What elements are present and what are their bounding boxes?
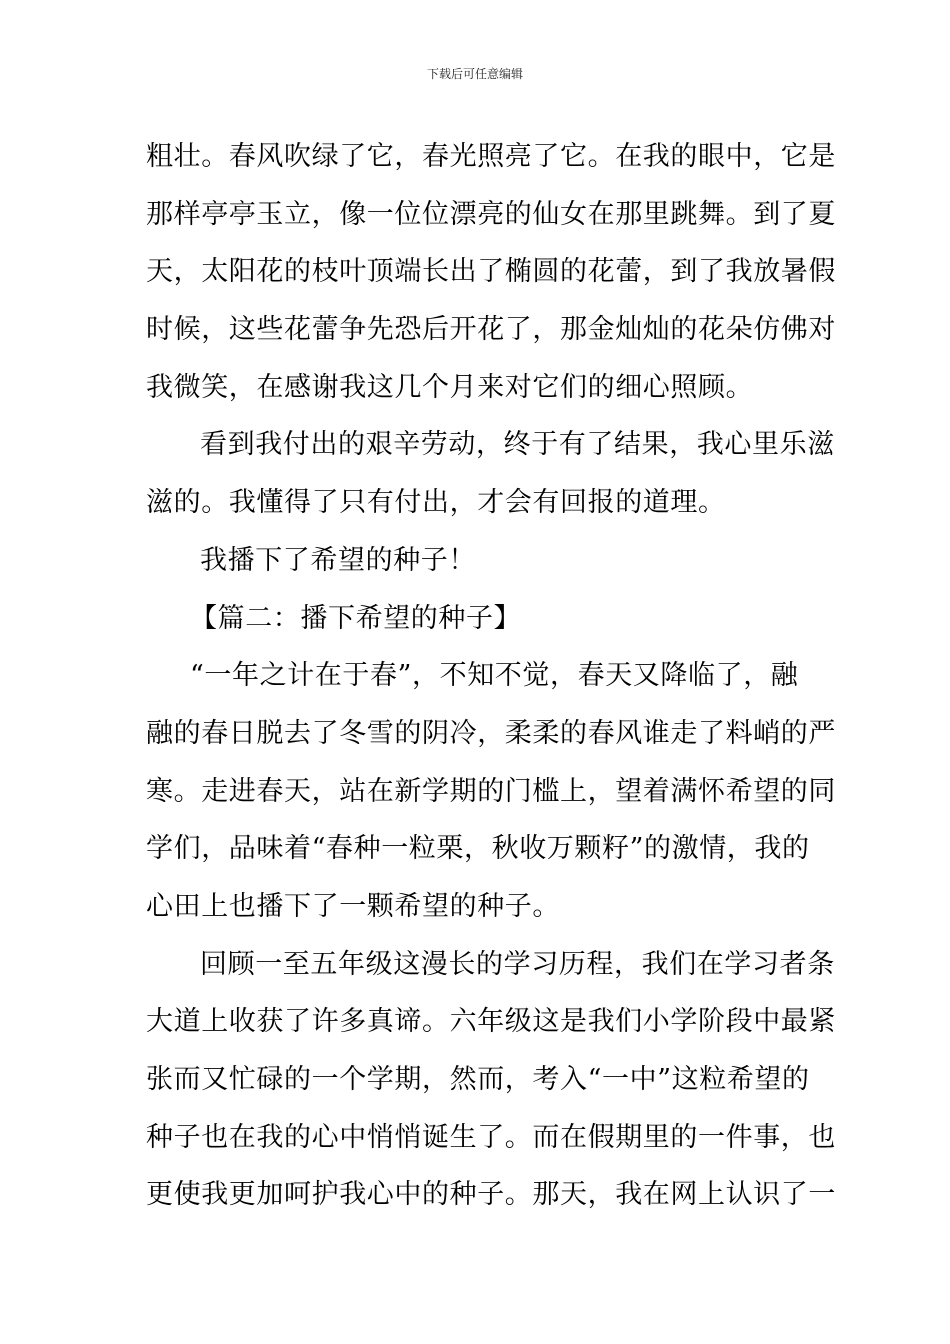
text-line: 天，太阳花的枝叶顶端长出了椭圆的花蕾，到了我放暑假 [146, 256, 836, 288]
text-line: 我微笑，在感谢我这几个月来对它们的细心照顾。 [146, 371, 754, 403]
paragraph-first-line: 我播下了希望的种子！ [200, 544, 476, 576]
text-line: 学们，品味着“春种一粒栗，秋收万颗籽”的激情，我的 [146, 833, 810, 865]
text-line: 融的春日脱去了冬雪的阴冷，柔柔的春风谁走了料峭的严 [146, 717, 836, 749]
text-line: 寒。走进春天，站在新学期的门槛上，望着满怀希望的同 [146, 775, 836, 807]
text-line: 心田上也播下了一颗希望的种子。 [146, 890, 560, 922]
text-line: 时候，这些花蕾争先恐后开花了，那金灿灿的花朵仿佛对 [146, 314, 836, 346]
paragraph-first-line: 回顾一至五年级这漫长的学习历程，我们在学习者条 [200, 948, 835, 980]
page-header: 下载后可任意编辑 [426, 67, 523, 81]
text-line: 那样亭亭玉立，像一位位漂亮的仙女在那里跳舞。到了夏 [146, 198, 836, 230]
section-heading: 【篇二：播下希望的种子】 [190, 602, 522, 634]
paragraph-first-line: 看到我付出的艰辛劳动，终于有了结果，我心里乐滋 [200, 429, 835, 461]
text-line: 更使我更加呵护我心中的种子。那天，我在网上认识了一 [146, 1179, 836, 1211]
body-text [146, 128, 836, 1224]
text-line: 张而又忙碌的一个学期，然而，考入“一中”这粒希望的 [146, 1064, 810, 1095]
text-line: 滋的。我懂得了只有付出，才会有回报的道理。 [146, 487, 726, 519]
text-line: 粗壮。春风吹绿了它，春光照亮了它。在我的眼中，它是 [146, 141, 836, 172]
paragraph-first-line: “一年之计在于春”，不知不觉，春天又降临了，融 [190, 660, 799, 692]
text-line: 种子也在我的心中悄悄诞生了。而在假期里的一件事，也 [146, 1121, 836, 1153]
text-line: 大道上收获了许多真谛。六年级这是我们小学阶段中最紧 [146, 1006, 836, 1038]
